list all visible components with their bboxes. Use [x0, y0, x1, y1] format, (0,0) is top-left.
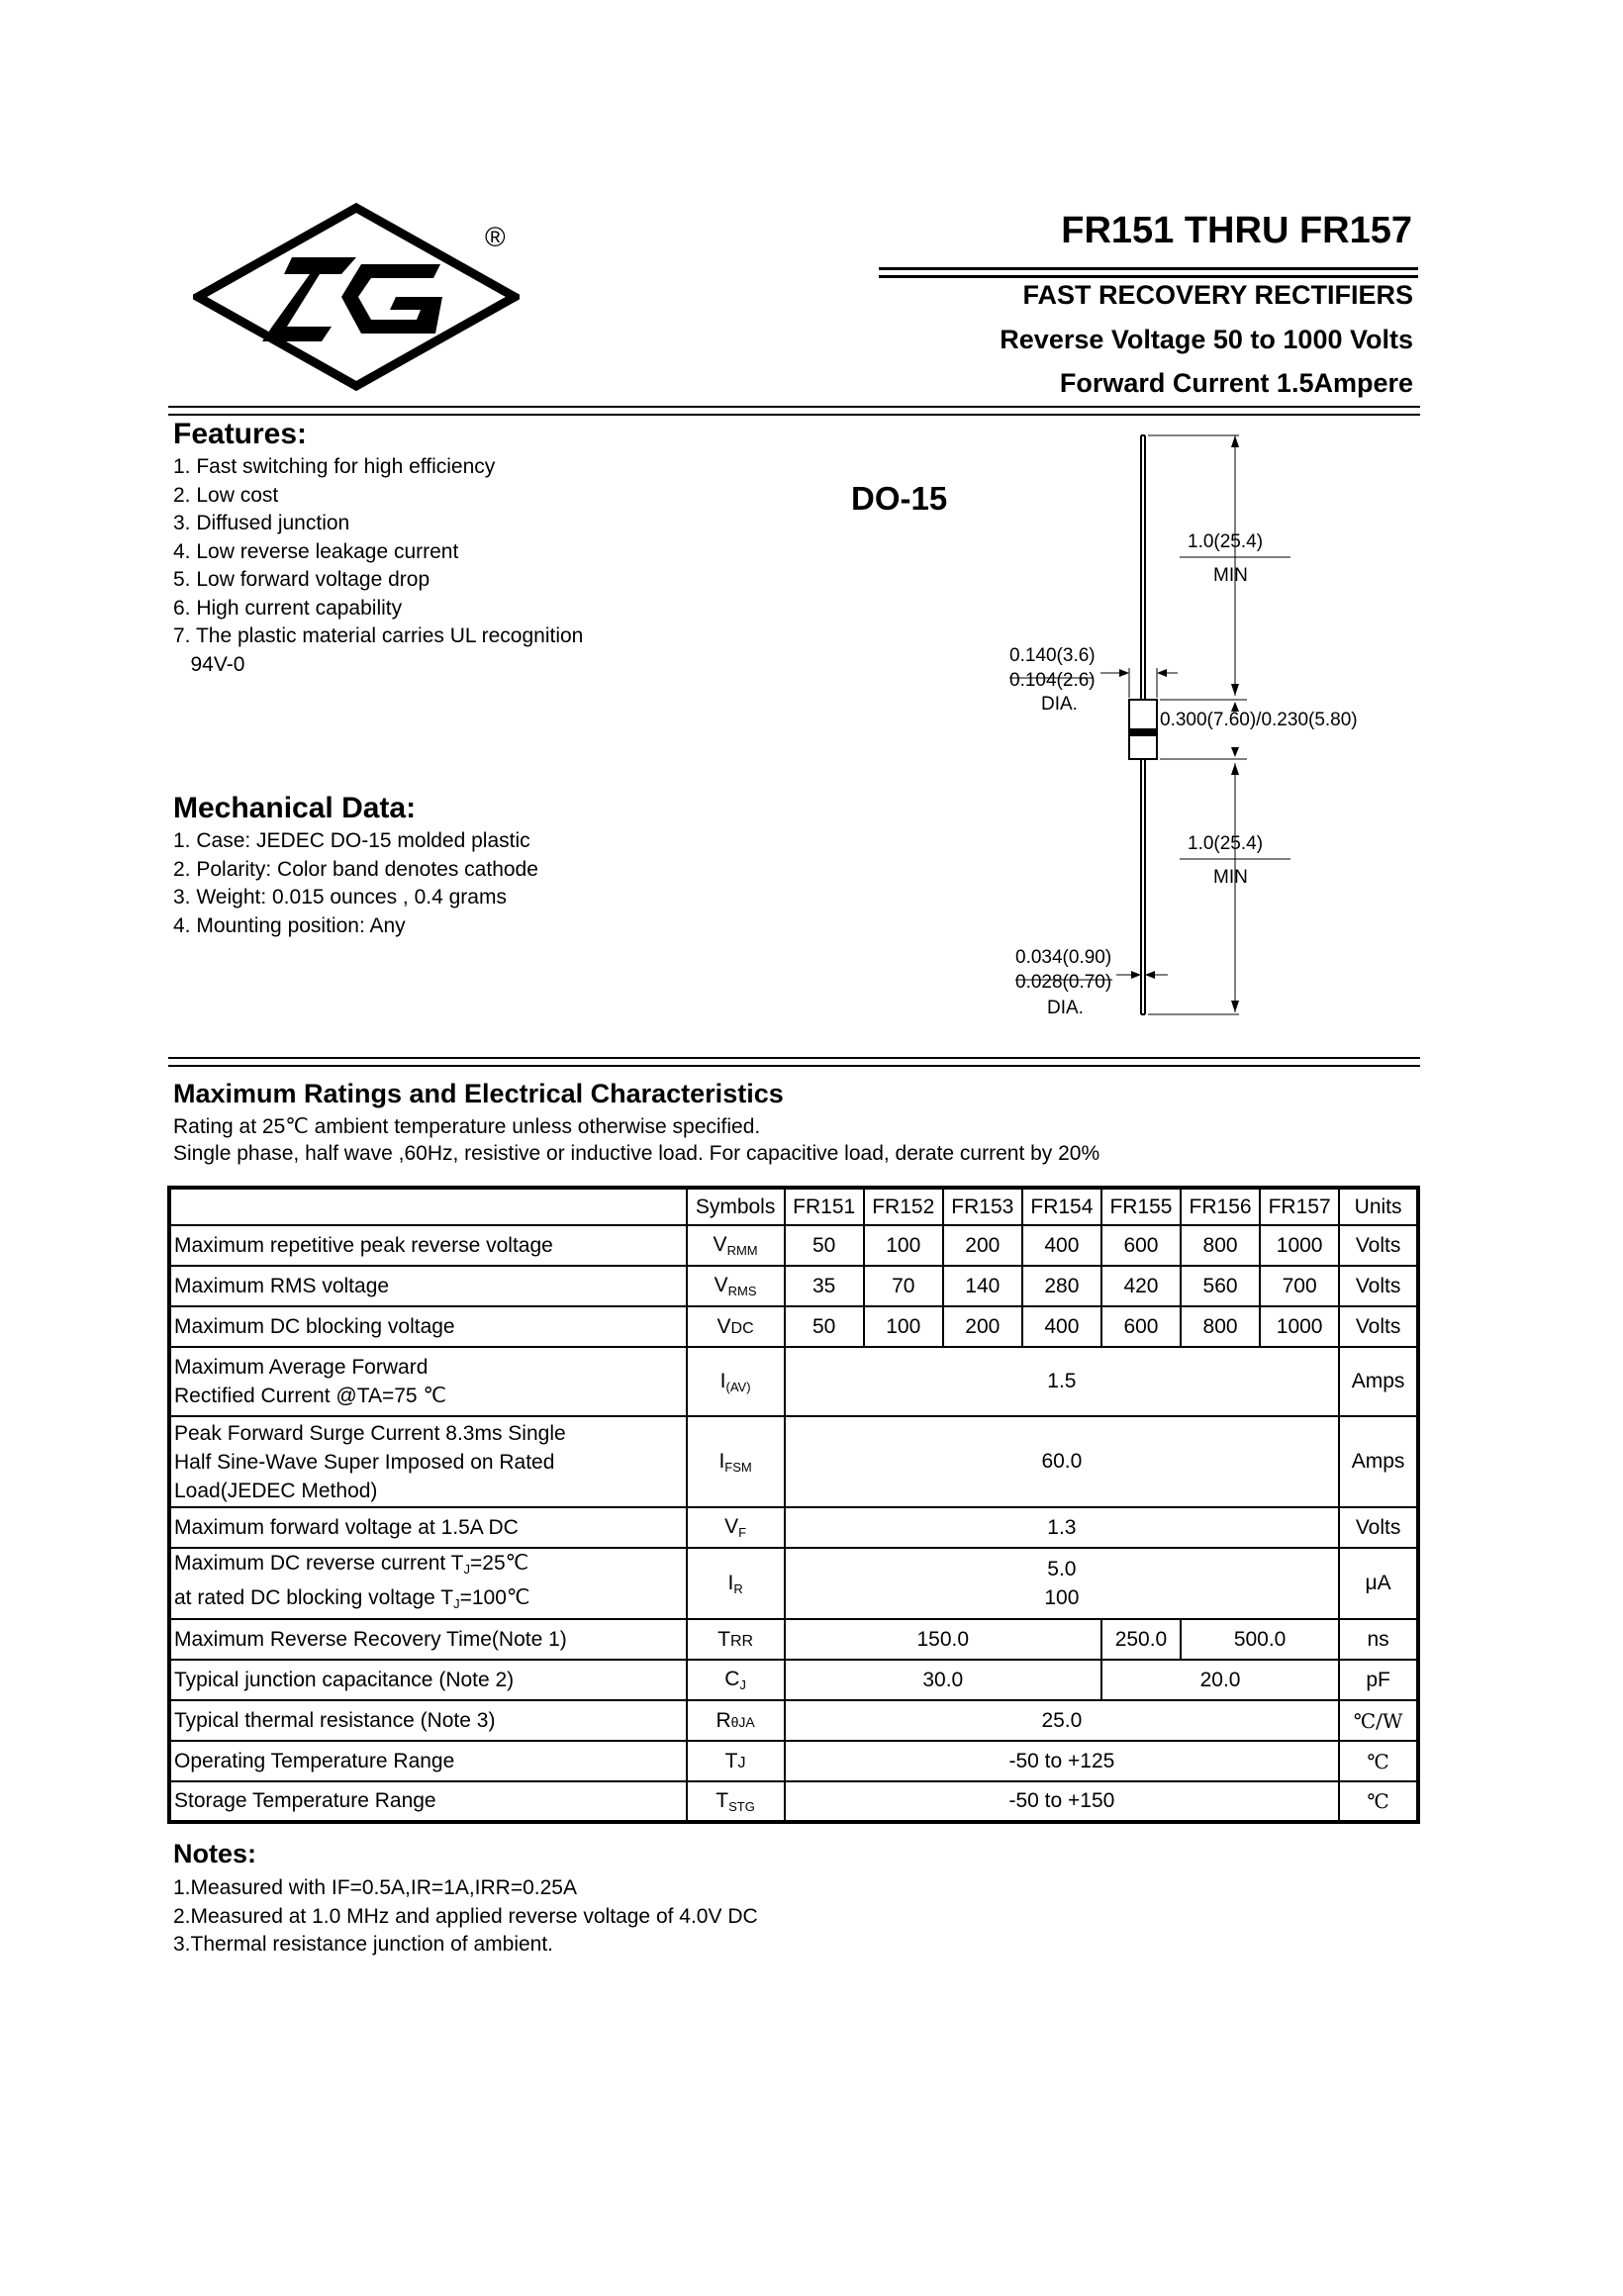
symbol-cell: $I_R$	[687, 1548, 785, 1619]
ratings-note-1: Rating at 25℃ ambient temperature unless otherwise specified.	[173, 1115, 761, 1138]
list-item: 7. The plastic material carries UL recognition	[173, 624, 584, 647]
dim-lead-dia-label: DIA.	[1047, 998, 1084, 1018]
symbol-cell: $V_F$	[687, 1507, 785, 1548]
table-row	[169, 1507, 1418, 1548]
subtitle-current: Forward Current 1.5Ampere	[1059, 368, 1413, 398]
unit-cell: Amps	[1339, 1347, 1418, 1416]
list-item: 3. Weight: 0.015 ounces , 0.4 grams	[173, 886, 507, 909]
value-cell: 700	[1260, 1266, 1339, 1306]
header-fr152: FR152	[864, 1188, 943, 1225]
list-item: 1.Measured with IF=0.5A,IR=1A,IRR=0.25A	[173, 1876, 577, 1899]
table-row	[169, 1416, 1418, 1507]
symbol-cell: $T_{STG}$	[687, 1781, 785, 1822]
list-item: 5. Low forward voltage drop	[173, 568, 430, 591]
ratings-heading: Maximum Ratings and Electrical Characteristics	[173, 1079, 784, 1108]
unit-cell: Volts	[1339, 1266, 1418, 1306]
symbol-cell: VDC	[687, 1306, 785, 1347]
value-cell: 50	[785, 1306, 864, 1347]
table-row	[169, 1781, 1418, 1822]
list-item: 2. Low cost	[173, 483, 279, 507]
dim-lead-top-min: MIN	[1213, 565, 1248, 586]
package-name: DO-15	[851, 480, 948, 517]
value-cell: 420	[1101, 1266, 1181, 1306]
list-item: 6. High current capability	[173, 596, 403, 620]
dim-lead-bottom: 1.0(25.4)	[1188, 833, 1264, 854]
param-cell: Peak Forward Surge Current 8.3ms Single Half Sine-Wave Super Imposed on Rated Load(JEDEC Method)	[169, 1416, 687, 1507]
dim-body-dia-max: 0.140(3.6)	[1009, 645, 1096, 666]
list-item: 1. Fast switching for high efficiency	[173, 455, 496, 478]
unit-cell: μA	[1339, 1548, 1418, 1619]
features-heading: Features:	[173, 418, 308, 450]
value-cell: 60.0	[785, 1416, 1340, 1507]
unit-cell: ℃	[1339, 1741, 1418, 1781]
subtitle-voltage: Reverse Voltage 50 to 1000 Volts	[1000, 325, 1413, 354]
features-list	[173, 453, 583, 679]
value-cell: 800	[1181, 1225, 1260, 1266]
mechanical-list	[173, 827, 538, 940]
param-cell: Maximum RMS voltage	[169, 1266, 687, 1306]
symbol-cell: RθJA	[687, 1700, 785, 1741]
table-row	[169, 1306, 1418, 1347]
param-cell: Typical junction capacitance (Note 2)	[169, 1660, 687, 1700]
param-cell: Maximum DC reverse current $T_J=25℃$ at rated DC blocking voltage $T_J=100℃$	[169, 1548, 687, 1619]
company-logo	[193, 203, 520, 391]
value-cell: 35	[785, 1266, 864, 1306]
value-cell: 800	[1181, 1306, 1260, 1347]
header-rule	[168, 406, 1420, 408]
title-rule	[879, 267, 1418, 270]
unit-cell: Volts	[1339, 1306, 1418, 1347]
unit-cell: Amps	[1339, 1416, 1418, 1507]
ratings-note-2: Single phase, half wave ,60Hz, resistive or inductive load. For capacitive load, derate current by 20%	[173, 1142, 1100, 1165]
section-rule	[168, 1057, 1420, 1059]
symbol-cell: $C_J$	[687, 1660, 785, 1700]
unit-cell: Volts	[1339, 1225, 1418, 1266]
value-cell: 30.0	[785, 1660, 1101, 1700]
value-cell: 50	[785, 1225, 864, 1266]
value-cell: -50 to +125	[785, 1741, 1340, 1781]
table-row	[169, 1347, 1418, 1416]
value-cell: 1000	[1260, 1225, 1339, 1266]
value-cell: 600	[1101, 1225, 1181, 1266]
header-blank	[169, 1188, 687, 1225]
section-rule-2	[168, 1065, 1420, 1067]
notes-list	[173, 1874, 758, 1960]
dim-body-dia-min: 0.104(2.6)	[1009, 670, 1096, 691]
param-cell: Operating Temperature Range	[169, 1741, 687, 1781]
table-row	[169, 1700, 1418, 1741]
value-cell: 400	[1022, 1306, 1101, 1347]
unit-cell: ℃	[1339, 1781, 1418, 1822]
value-cell: 1.5	[785, 1347, 1340, 1416]
param-cell: Maximum Reverse Recovery Time(Note 1)	[169, 1619, 687, 1660]
value-cell: 150.0	[785, 1619, 1101, 1660]
list-item: 4. Mounting position: Any	[173, 913, 406, 937]
param-cell: Maximum DC blocking voltage	[169, 1306, 687, 1347]
value-cell: 400	[1022, 1225, 1101, 1266]
characteristics-table	[167, 1186, 1420, 1824]
value-cell: 560	[1181, 1266, 1260, 1306]
value-cell: 600	[1101, 1306, 1181, 1347]
header-symbols: Symbols	[687, 1188, 785, 1225]
value-cell: 250.0	[1101, 1619, 1181, 1660]
registered-mark: ®	[485, 222, 506, 252]
dim-body-dia-label: DIA.	[1041, 694, 1078, 715]
value-cell: 280	[1022, 1266, 1101, 1306]
title-rule-2	[879, 275, 1418, 278]
value-cell: -50 to +150	[785, 1781, 1340, 1822]
dim-lead-bottom-min: MIN	[1213, 867, 1248, 888]
symbol-cell: $V_{RMS}$	[687, 1266, 785, 1306]
dim-body-length: 0.300(7.60)/0.230(5.80)	[1160, 710, 1358, 730]
param-cell: Maximum Average Forward Rectified Current @TA=75 ℃	[169, 1347, 687, 1416]
param-cell: Maximum repetitive peak reverse voltage	[169, 1225, 687, 1266]
list-item: 94V-0	[173, 652, 245, 676]
unit-cell: Volts	[1339, 1507, 1418, 1548]
header-fr157: FR157	[1260, 1188, 1339, 1225]
subtitle-type: FAST RECOVERY RECTIFIERS	[1022, 280, 1413, 310]
table-header-row	[169, 1188, 1418, 1225]
unit-cell: ns	[1339, 1619, 1418, 1660]
header-units: Units	[1339, 1188, 1418, 1225]
value-cell: 140	[943, 1266, 1022, 1306]
header-rule-2	[168, 414, 1420, 416]
table-row	[169, 1266, 1418, 1306]
dim-lead-top: 1.0(25.4)	[1188, 531, 1264, 552]
param-cell: Typical thermal resistance (Note 3)	[169, 1700, 687, 1741]
value-cell: 1000	[1260, 1306, 1339, 1347]
table-row	[169, 1548, 1418, 1619]
value-cell: 70	[864, 1266, 943, 1306]
header-fr154: FR154	[1022, 1188, 1101, 1225]
header-fr156: FR156	[1181, 1188, 1260, 1225]
symbol-cell: $I_{FSM}$	[687, 1416, 785, 1507]
symbol-cell: TRR	[687, 1619, 785, 1660]
list-item: 4. Low reverse leakage current	[173, 539, 459, 563]
dim-lead-dia-max: 0.034(0.90)	[1015, 947, 1112, 968]
unit-cell: ℃/W	[1339, 1700, 1418, 1741]
list-item: 2.Measured at 1.0 MHz and applied reverse voltage of 4.0V DC	[173, 1904, 758, 1928]
symbol-cell: $I_{(AV)}$	[687, 1347, 785, 1416]
header-fr155: FR155	[1101, 1188, 1181, 1225]
list-item: 2. Polarity: Color band denotes cathode	[173, 857, 538, 881]
param-cell: Storage Temperature Range	[169, 1781, 687, 1822]
notes-heading: Notes:	[173, 1839, 257, 1868]
table-row	[169, 1225, 1418, 1266]
value-cell: 200	[943, 1225, 1022, 1266]
symbol-cell: TJ	[687, 1741, 785, 1781]
table-row	[169, 1619, 1418, 1660]
value-cell: 200	[943, 1306, 1022, 1347]
package-outline-diagram	[990, 430, 1405, 1029]
page-title: FR151 THRU FR157	[1061, 210, 1412, 251]
header-fr153: FR153	[943, 1188, 1022, 1225]
value-cell: 100	[864, 1306, 943, 1347]
value-cell: 5.0 100	[785, 1548, 1340, 1619]
mechanical-heading: Mechanical Data:	[173, 792, 417, 824]
value-cell: 500.0	[1181, 1619, 1339, 1660]
value-cell: 25.0	[785, 1700, 1340, 1741]
unit-cell: pF	[1339, 1660, 1418, 1700]
list-item: 3. Diffused junction	[173, 512, 350, 534]
table-row	[169, 1660, 1418, 1700]
dim-lead-dia-min: 0.028(0.70)	[1015, 972, 1112, 993]
header-fr151: FR151	[785, 1188, 864, 1225]
list-item: 3.Thermal resistance junction of ambient.	[173, 1933, 554, 1956]
table-row	[169, 1741, 1418, 1781]
symbol-cell: $V_{RMM}$	[687, 1225, 785, 1266]
param-cell: Maximum forward voltage at 1.5A DC	[169, 1507, 687, 1548]
value-cell: 20.0	[1101, 1660, 1339, 1700]
value-cell: 1.3	[785, 1507, 1340, 1548]
list-item: 1. Case: JEDEC DO-15 molded plastic	[173, 829, 530, 852]
value-cell: 100	[864, 1225, 943, 1266]
